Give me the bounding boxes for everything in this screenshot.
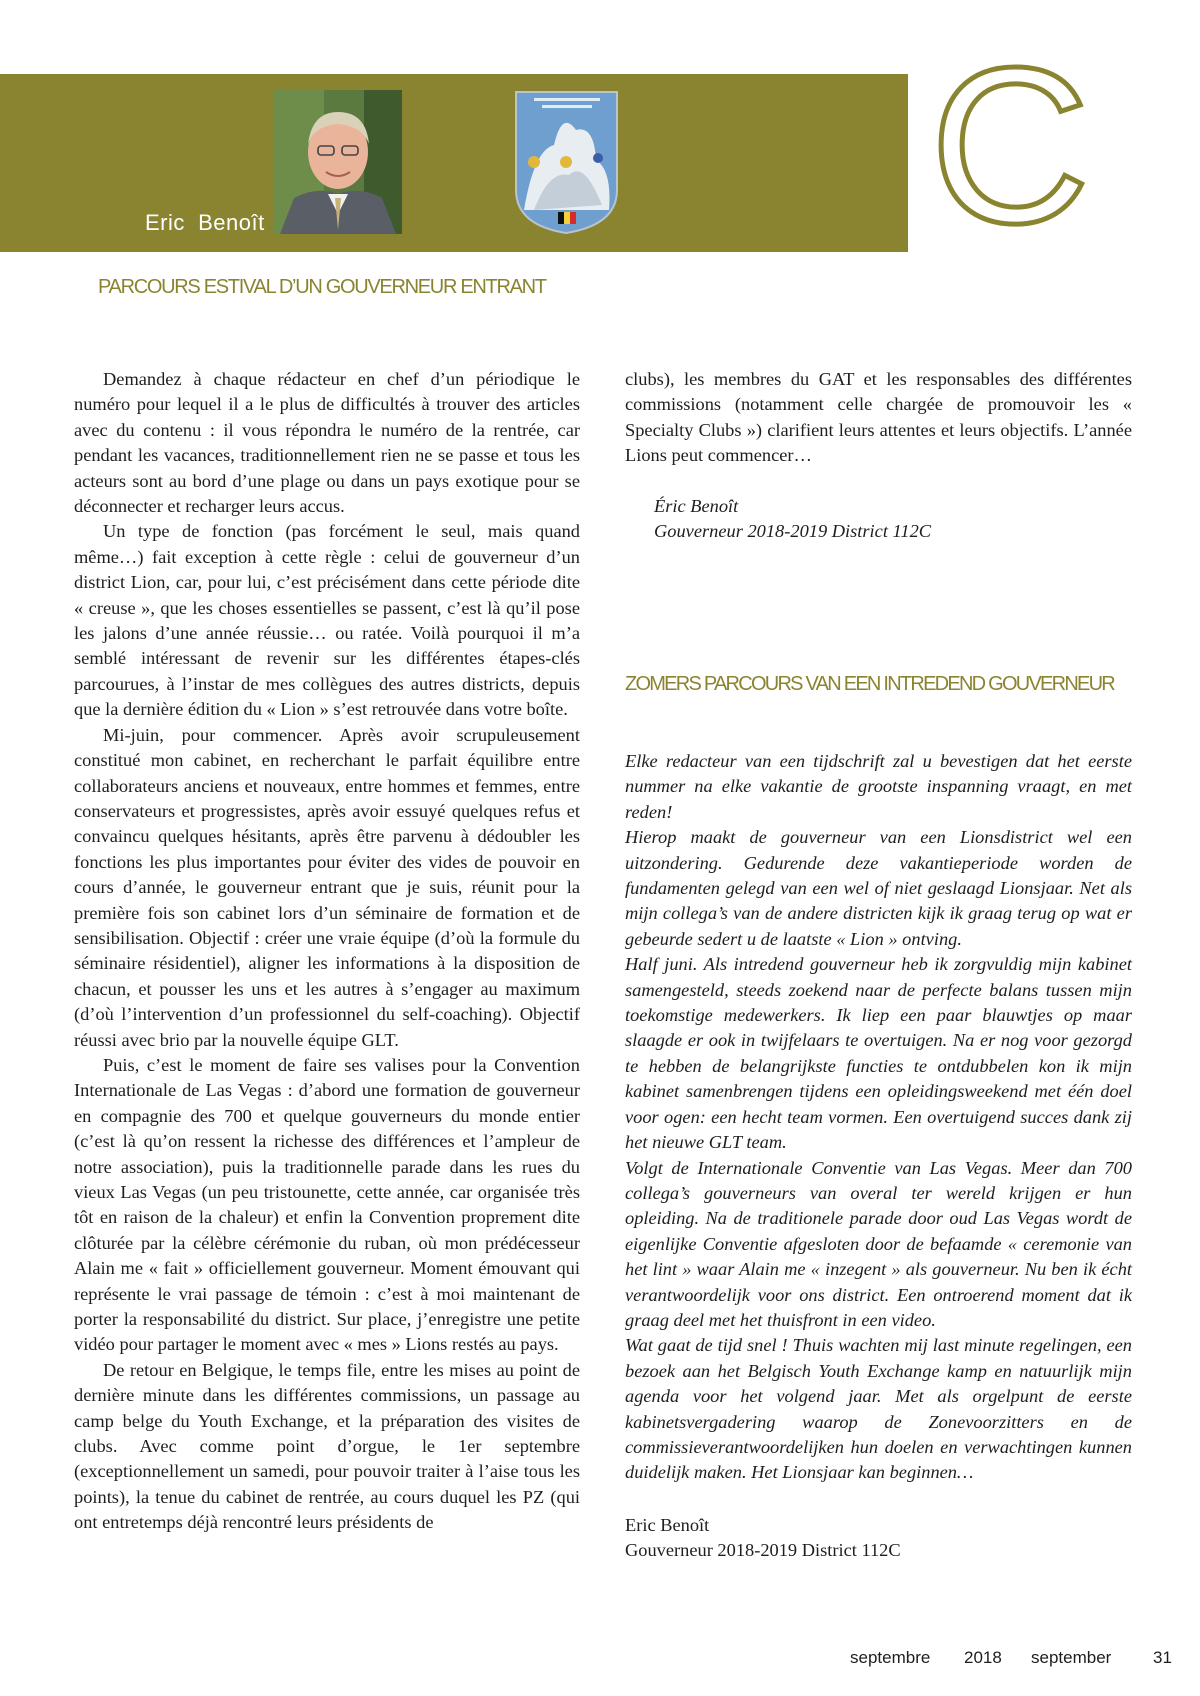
big-letter: C bbox=[929, 62, 1091, 258]
nl-signature-name: Eric Benoît bbox=[625, 1515, 710, 1535]
fr-paragraph-1: Demandez à chaque rédacteur en chef d’un périodique le numéro pour lequel il a le plus de difficultés à trouver des articles avec du contenu : il vous répondra le numéro de la rentrée, car pendant les vacances, traditionnellement rien ne se passe et tous les acteurs sont au bord d’une plage ou dans un pays exotique pour se déconnecter et recharger leurs accus. bbox=[74, 369, 580, 517]
nl-signature bbox=[625, 1513, 901, 1564]
district-badge bbox=[514, 90, 619, 235]
fr-signature-name: Éric Benoît bbox=[654, 496, 739, 516]
nl-paragraph-3: Half juni. Als intredend gouverneur heb ik zorgvuldig mijn kabinet samengesteld, steeds zoekend naar de perfecte balans tussen mijn toekomstige medewerkers. Ik liep een paar blauwtjes op maar slaagde er ook in twijfelaars te overtuigen. Na er nog voor gezorgd te hebben de belangrijkste functies te ontdubbelen kon ik mijn kabinet samenbrengen tijdens een opleidingsweekend met één doel voor ogen: een hecht team vormen. Een overtuigend succes dank zij het nieuwe GLT team. bbox=[625, 954, 1132, 1153]
fr-signature-role: Gouverneur 2018-2019 District 112C bbox=[654, 521, 932, 541]
author-name: Eric Benoît bbox=[145, 210, 265, 235]
fr-paragraph-4: Puis, c’est le moment de faire ses valises pour la Convention Internationale de Las Vegas : d’abord une formation de gouverneur en compagnie des 700 et quelque gouverneurs du monde entier (c’est là qu’on ressent la richesse des différences et l’ampleur de notre association), puis la traditionnelle parade dans les rues du vieux Las Vegas (un peu tristounette, cette année, car organisée très tôt en raison de la chaleur) et enfin la Convention proprement dite clôturée par la célèbre cérémonie du ruban, où mon prédécesseur Alain me « fait » officiellement gouverneur. Moment émouvant qui représente le vrai passage de témoin : c’est à moi maintenant de porter la responsabilité du district. Sur place, j’enregistre une petite vidéo pour partager le moment avec « mes » Lions restés au pays. bbox=[74, 1054, 580, 1355]
nl-paragraph-1: Elke redacteur van een tijdschrift zal u bevestigen dat het eerste nummer na elke vakantie de grootste inspanning vraagt, en met reden! bbox=[625, 751, 1132, 822]
section-letter-c bbox=[925, 62, 1095, 258]
header-banner bbox=[0, 74, 908, 252]
author-photo bbox=[274, 90, 402, 234]
nl-paragraph-5: Wat gaat de tijd snel ! Thuis wachten mij last minute regelingen, een bezoek aan het Belgisch Youth Exchange kamp en natuurlijk mijn agenda voor het volgend jaar. Met als orgelpunt de eerste kabinetsvergadering waarop de Zonevoorzitters en de commissieverantwoordelijken hun doelen en verwachtingen kunnen duidelijk maken. Het Lionsjaar kan beginnen… bbox=[625, 1335, 1132, 1483]
fr-paragraph-3: Mi-juin, pour commencer. Après avoir scrupuleusement constitué mon cabinet, en recherchant le parfait équilibre entre collaborateurs anciens et nouveaux, entre hommes et femmes, entre conservateurs et progressistes, après avoir essuyé quelques refus et convaincu quelques hésitants, après être parvenu à dédoubler les fonctions les plus importantes pour éviter des vides de pouvoir en cours d’année, le gouverneur entrant que je suis, réunit pour la première fois son cabinet lors d’un séminaire de formation et de sensibilisation. Objectif : créer une vraie équipe (d’où la formule du séminaire résidentiel), aligner les informations à la disposition de chacun, et pousser les uns et les autres à s’engager au maximum (d’où l’intervention d’un professionnel du self-coaching). Objectif réussi avec brio par la nouvelle équipe GLT. bbox=[74, 724, 580, 1050]
french-column bbox=[74, 367, 580, 1536]
footer-year: 2018 bbox=[964, 1648, 1002, 1667]
dutch-title: ZOMERS PARCOURS VAN EEN INTREDEND GOUVERNEUR bbox=[625, 673, 1114, 695]
dutch-column bbox=[625, 749, 1132, 1486]
badge-image bbox=[514, 90, 619, 235]
french-continuation bbox=[625, 367, 1132, 469]
nl-paragraph-2: Hierop maakt de gouverneur van een Lionsdistrict wel een uitzondering. Gedurende deze vakantieperiode worden de fundamenten gelegd van een wel of niet geslaagd Lionsjaar. Net als mijn collega’s van de andere districten kijk ik graag terug op wat er gebeurde sedert u de laatste « Lion » ontving. bbox=[625, 827, 1132, 949]
fr-paragraph-continuation: clubs), les membres du GAT et les responsables des différentes commissions (notamment celle chargée de promouvoir les « Specialty Clubs ») clarifient leurs attentes et leurs objectifs. L’année Lions peut commencer… bbox=[625, 369, 1132, 466]
footer-month-nl: september bbox=[1031, 1648, 1112, 1667]
fr-paragraph-5: De retour en Belgique, le temps file, entre les mises au point de dernière minute dans les différentes commissions, un passage au camp belge du Youth Exchange, et la préparation des visites de clubs. Avec comme point d’orgue, le 1er septembre (exceptionnellement un samedi, pour pouvoir traiter à l’aise tous les points), la tenue du cabinet de rentrée, au cours duquel les PZ (qui ont entretemps déjà rencontré leurs présidents de bbox=[74, 1359, 580, 1533]
nl-paragraph-4: Volgt de Internationale Conventie van Las Vegas. Meer dan 700 collega’s gouverneurs van overal ter wereld krijgen er hun opleiding. Na de traditionele parade door oud Las Vegas wordt de eigenlijke Conventie afgesloten door de befaamde « ceremonie van het lint » waar Alain me « inzegent » als gouverneur. Nu ben ik écht verantwoordelijk voor ons district. Een ontroerend moment dat ik graag deel met het thuisfront in een video. bbox=[625, 1157, 1132, 1330]
nl-signature-role: Gouverneur 2018-2019 District 112C bbox=[625, 1540, 901, 1561]
footer-month-fr: septembre bbox=[850, 1648, 931, 1667]
french-title: PARCOURS ESTIVAL D’UN GOUVERNEUR ENTRANT bbox=[98, 276, 546, 298]
fr-paragraph-2: Un type de fonction (pas forcément le seul, mais quand même…) fait exception à cette règle : celui de gouverneur d’un district Lion, car, pour lui, c’est précisément dans cette période dite « creuse », que les choses essentielles se passent, c’est là qu’il pose les jalons d’une année réussie… ou ratée. Voilà pourquoi il m’a semblé intéressant de revenir sur les différentes étapes-clés parcourues, à l’instar de mes collègues des autres districts, depuis que la dernière édition du « Lion » s’est retrouvée dans votre boîte. bbox=[74, 521, 580, 720]
portrait-image bbox=[274, 90, 402, 234]
page-number: 31 bbox=[1153, 1648, 1172, 1667]
